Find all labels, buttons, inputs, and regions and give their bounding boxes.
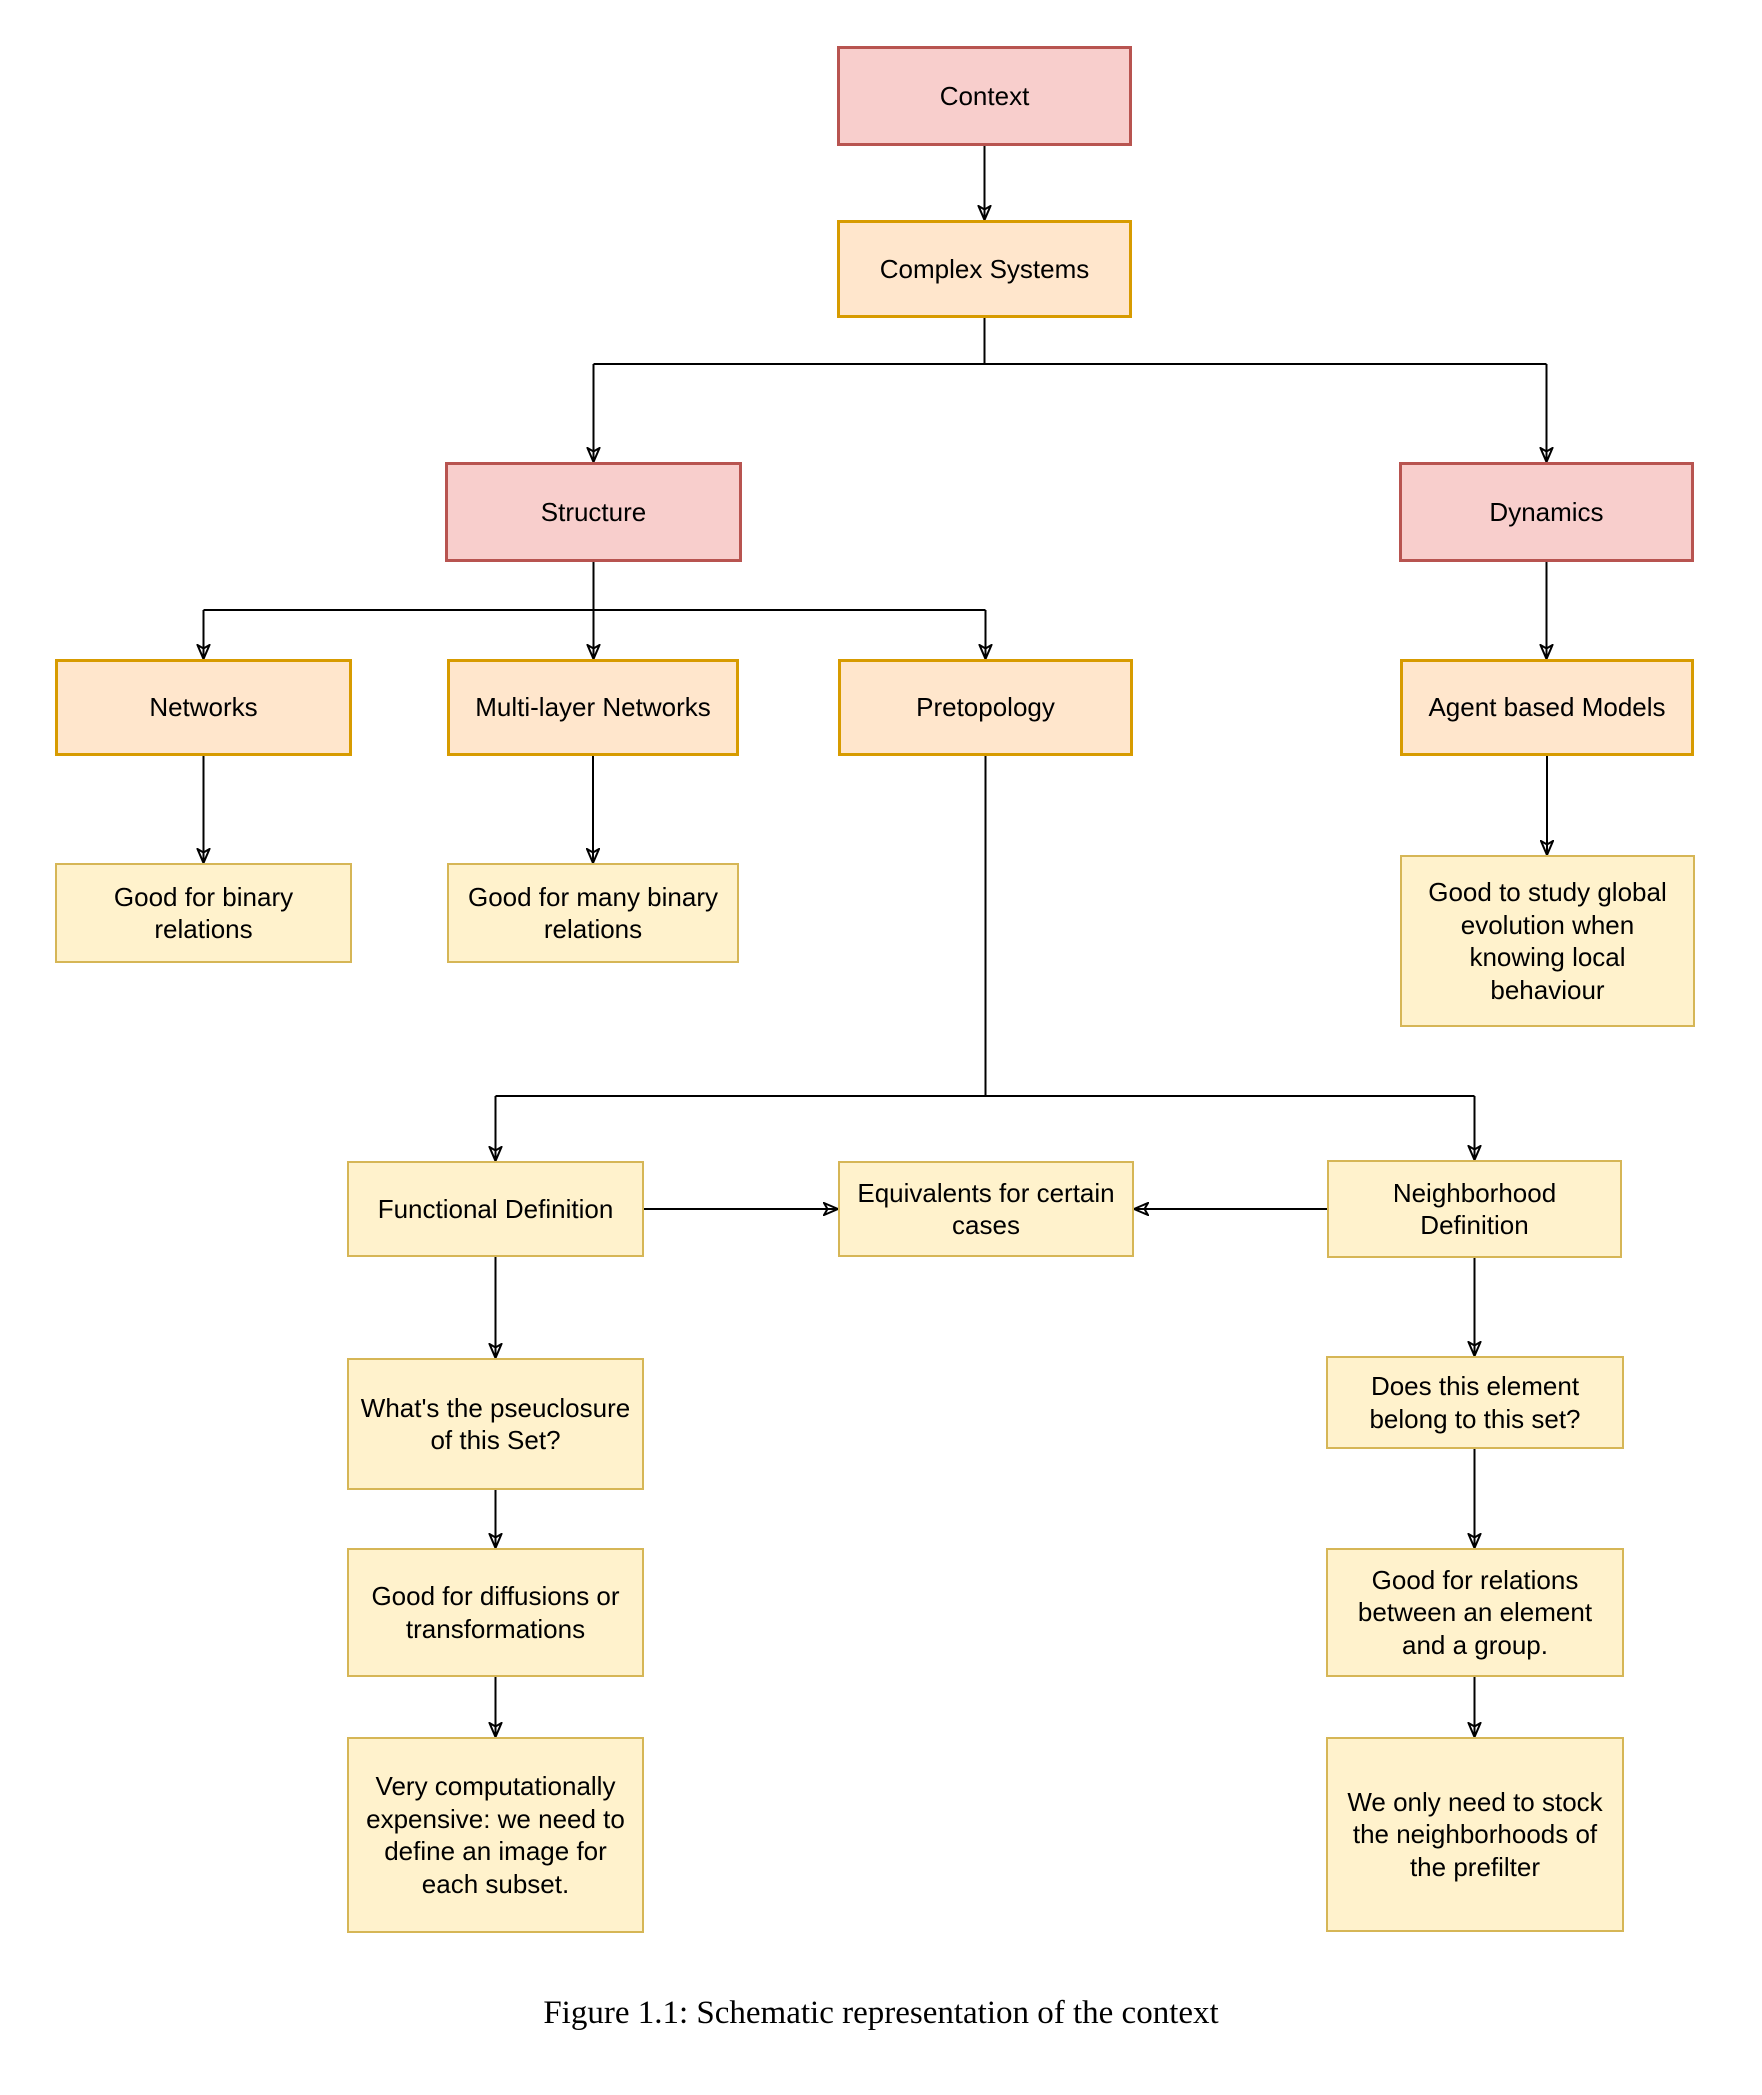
node-pseuclosure-question: What's the pseuclosure of this Set?	[347, 1358, 644, 1490]
node-does-element-question: Does this element belong to this set?	[1326, 1356, 1624, 1449]
node-pretopology: Pretopology	[838, 659, 1133, 756]
node-equivalents: Equivalents for certain cases	[838, 1161, 1134, 1257]
node-structure: Structure	[445, 462, 742, 562]
node-neighborhood-definition: Neighborhood Definition	[1327, 1160, 1622, 1258]
node-dynamics: Dynamics	[1399, 462, 1694, 562]
figure-caption: Figure 1.1: Schematic representation of the context	[543, 1995, 1219, 2031]
node-agent-based-models: Agent based Models	[1400, 659, 1694, 756]
node-good-many-binary-relations: Good for many binary relations	[447, 863, 739, 963]
node-networks: Networks	[55, 659, 352, 756]
node-very-expensive: Very computationally expensive: we need to define an image for each subset.	[347, 1737, 644, 1933]
node-multilayer-networks: Multi-layer Networks	[447, 659, 739, 756]
node-context: Context	[837, 46, 1132, 146]
node-good-diffusions: Good for diffusions or transformations	[347, 1548, 644, 1677]
node-complex-systems: Complex Systems	[837, 220, 1132, 318]
node-functional-definition: Functional Definition	[347, 1161, 644, 1257]
node-good-binary-relations: Good for binary relations	[55, 863, 352, 963]
node-good-relations: Good for relations between an element and a group.	[1326, 1548, 1624, 1677]
node-stock-neighborhoods: We only need to stock the neighborhoods of the prefilter	[1326, 1737, 1624, 1932]
node-good-global-evolution: Good to study global evolution when knowing local behaviour	[1400, 855, 1695, 1027]
